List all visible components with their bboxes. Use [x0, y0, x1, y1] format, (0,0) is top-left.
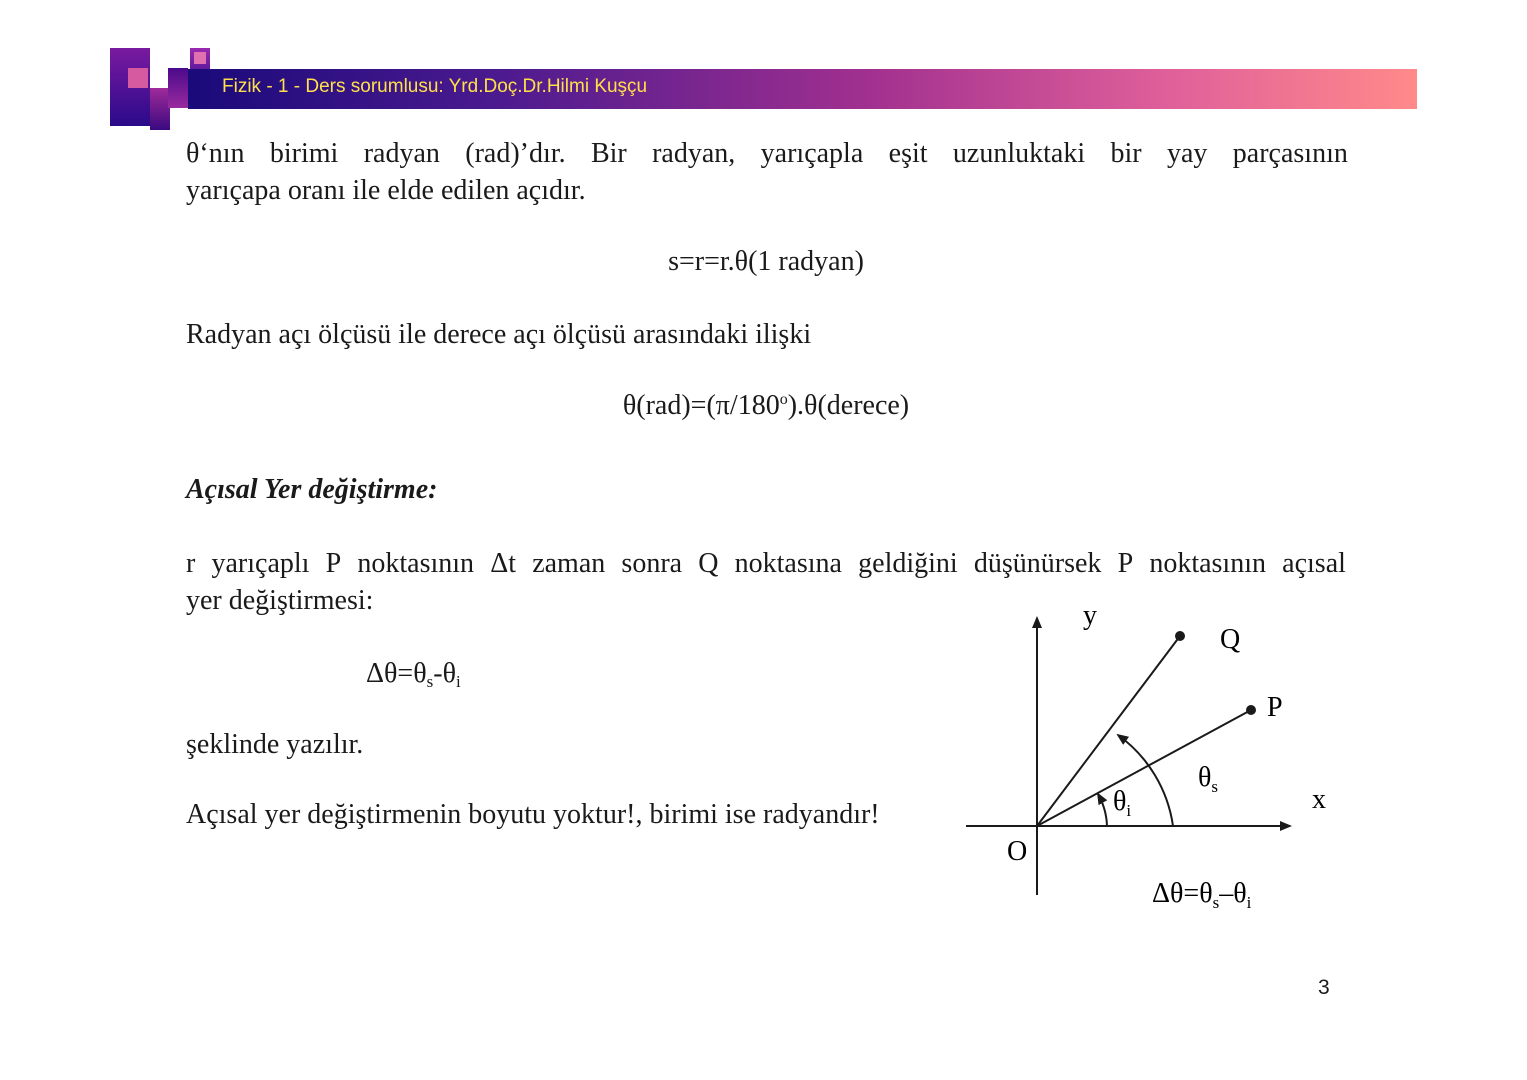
word: bir	[1110, 138, 1142, 169]
word: Q	[698, 548, 719, 579]
header-title: Fizik - 1 - Ders sorumlusu: Yrd.Doç.Dr.Hilmi Kuşçu	[222, 76, 648, 97]
formula-part: θ(rad)=(π/180	[622, 390, 780, 421]
degree-symbol: o	[779, 391, 788, 408]
subscript: i	[456, 672, 461, 691]
word: yarıçaplı	[211, 548, 310, 579]
label-theta-i: $\theta_i$	[1113, 786, 1132, 820]
word: (rad)’dır.	[465, 138, 566, 169]
point-q	[1175, 631, 1185, 641]
paragraph-angular-displacement-line2: yer değiştirmesi:	[186, 585, 374, 616]
paragraph-dimensionless: Açısal yer değiştirmenin boyutu yoktur!, birimi ise radyandır!	[186, 799, 880, 830]
word: düşünürsek	[973, 548, 1102, 579]
word: radyan	[363, 138, 440, 169]
word: parçasının	[1232, 138, 1348, 169]
label-theta-s: $\theta_s$	[1198, 762, 1219, 796]
paragraph-radian-definition-line2: yarıçapa oranı ile elde edilen açıdır.	[186, 175, 586, 206]
label-x: x	[1312, 784, 1326, 815]
word: radyan,	[652, 138, 736, 169]
formula-part: ).θ(derece)	[787, 390, 910, 421]
label-q: Q	[1220, 624, 1241, 655]
word: birimi	[269, 138, 339, 169]
angular-displacement-diagram	[955, 595, 1345, 915]
word: r	[186, 548, 196, 579]
word: uzunluktaki	[952, 138, 1086, 169]
word: noktasının	[357, 548, 475, 579]
formula-part: Δθ=θ	[366, 658, 427, 689]
subscript: s	[426, 672, 434, 691]
label-o: O	[1007, 836, 1028, 867]
ray-to-q	[1037, 636, 1180, 826]
word: açısal	[1282, 548, 1346, 579]
word: Bir	[590, 138, 627, 169]
paragraph-radian-degree: Radyan açı ölçüsü ile derece açı ölçüsü arasındaki ilişki	[186, 319, 812, 350]
word: yarıçapla	[760, 138, 864, 169]
point-p	[1246, 705, 1256, 715]
arc-theta-i	[1098, 794, 1107, 826]
formula-rad-degree	[516, 390, 1016, 422]
word: θ‘nın	[186, 138, 245, 169]
word: yay	[1166, 138, 1208, 169]
word: geldiğini	[858, 548, 958, 579]
section-heading: Açısal Yer değiştirme:	[186, 474, 438, 505]
paragraph-angular-displacement-line1	[186, 548, 1346, 580]
ray-to-p	[1037, 710, 1251, 826]
word: P	[325, 548, 342, 579]
formula-arc-length: s=r=r.θ(1 radyan)	[668, 246, 864, 277]
word: zaman	[532, 548, 606, 579]
paragraph-written-as: şeklinde yazılır.	[186, 729, 364, 760]
word: Δt	[490, 548, 517, 579]
word: noktasının	[1149, 548, 1266, 579]
word: P	[1117, 548, 1134, 579]
paragraph-radian-definition-line1	[186, 138, 1348, 170]
word: noktasına	[734, 548, 842, 579]
formula-delta-theta	[366, 656, 461, 699]
word: eşit	[888, 138, 928, 169]
diagram-caption: $\Delta\theta=\theta_s-\theta_i$	[1152, 878, 1252, 912]
page-number: 3	[1318, 976, 1330, 999]
label-y: y	[1083, 600, 1097, 631]
label-p: P	[1267, 692, 1283, 723]
formula-part: -θ	[433, 658, 456, 689]
word: sonra	[621, 548, 683, 579]
